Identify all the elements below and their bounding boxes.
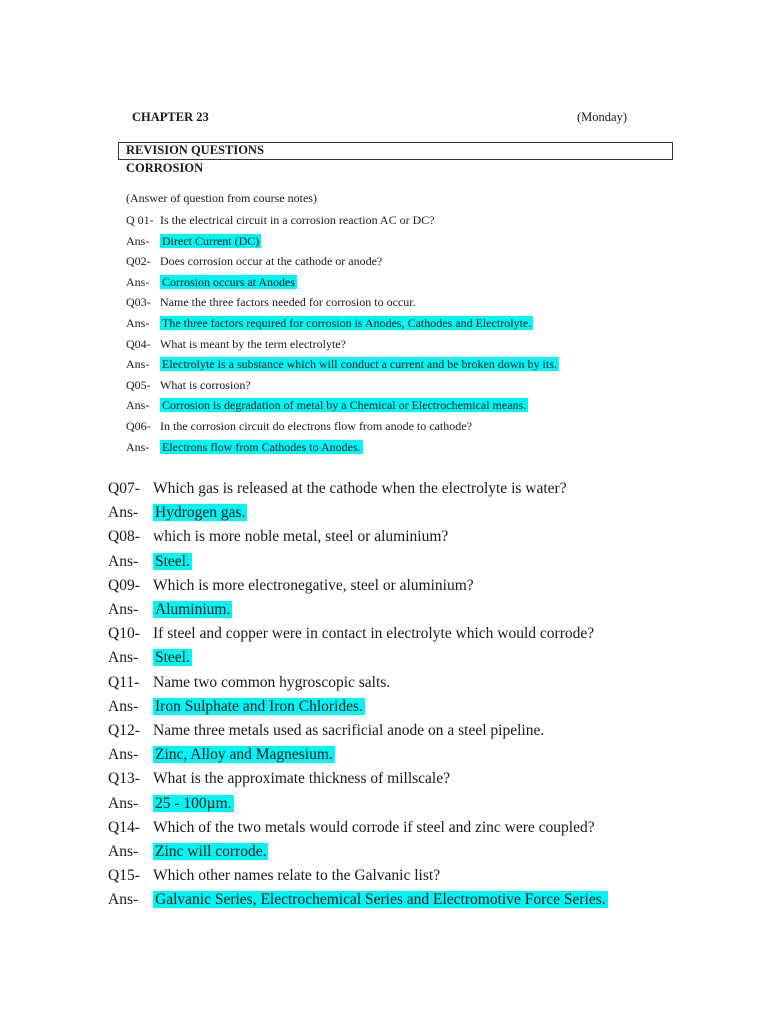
question-row (108, 528, 448, 546)
answer-label: Ans- (108, 794, 139, 812)
question-row (126, 211, 435, 229)
question-row (108, 625, 594, 643)
question-row (126, 335, 346, 353)
question-label: Q 01- (126, 213, 154, 227)
question-label: Q12- (108, 722, 140, 739)
answer-label: Ans- (108, 697, 139, 715)
answer-row (108, 601, 232, 619)
answer-row (108, 504, 247, 522)
answer-text: Direct Current (DC) (162, 233, 260, 248)
answer-text: Electrons flow from Cathodes to Anodes. (162, 439, 361, 454)
question-text: which is more noble metal, steel or aluminium? (153, 528, 449, 546)
answer-text: Steel. (155, 649, 190, 667)
answer-label: Ans- (126, 357, 150, 372)
question-text: Does corrosion occur at the cathode or anode? (160, 254, 383, 269)
question-text: If steel and copper were in contact in electrolyte which would corrode? (153, 625, 595, 643)
question-label: Q03- (126, 295, 151, 310)
answer-text: Aluminium. (155, 601, 231, 618)
question-row (126, 293, 416, 311)
answer-row (126, 314, 533, 332)
question-text: In the corrosion circuit do electrons flow from anode to cathode? (160, 419, 472, 433)
answer-label: Ans- (108, 891, 139, 909)
answer-text: Zinc, Alloy and Magnesium. (155, 746, 333, 764)
question-row (126, 252, 382, 270)
question-row (108, 722, 544, 740)
question-row (108, 577, 474, 595)
question-row (108, 819, 595, 837)
answer-text: Steel. (155, 552, 190, 570)
answer-label: Ans- (126, 316, 150, 330)
answer-row (126, 232, 261, 250)
question-text: Is the electrical circuit in a corrosion reaction AC or DC? (160, 213, 435, 227)
answer-text: The three factors required for corrosion is Anodes, Cathodes and Electrolyte. (162, 316, 532, 330)
question-label: Q10- (108, 625, 140, 643)
answer-label: Ans- (108, 552, 139, 570)
answer-label: Ans- (108, 649, 139, 667)
question-label: Q11- (108, 673, 140, 691)
answer-label: Ans- (108, 746, 139, 764)
question-row (108, 770, 450, 788)
answer-text: Corrosion is degradation of metal by a Chemical or Electrochemical means. (162, 398, 527, 413)
answer-row (108, 649, 192, 667)
question-label: Q02- (126, 254, 151, 269)
question-text: Name the three factors needed for corrosion to occur. (160, 295, 416, 310)
answer-row (108, 746, 335, 764)
answer-row (108, 843, 268, 861)
answer-label: Ans- (108, 843, 139, 860)
answer-row (108, 553, 192, 571)
question-text: Which gas is released at the cathode when the electrolyte is water? (153, 480, 567, 497)
question-label: Q07- (108, 480, 140, 497)
question-label: Q04- (126, 336, 151, 351)
question-text: What is corrosion? (160, 377, 251, 392)
answer-text: Corrosion occurs at Anodes (162, 274, 295, 289)
question-label: Q06- (126, 419, 151, 433)
question-text: Which is more electronegative, steel or aluminium? (153, 576, 474, 594)
question-text: What is meant by the term electrolyte? (160, 336, 346, 351)
question-label: Q15- (108, 867, 140, 885)
question-text: Name two common hygroscopic salts. (153, 673, 391, 691)
question-text: Which other names relate to the Galvanic list? (153, 867, 441, 885)
answer-text: Galvanic Series, Electrochemical Series and Electromotive Force Series. (155, 891, 606, 909)
question-row (126, 376, 251, 394)
answer-label: Ans- (126, 439, 150, 454)
question-label: Q13- (108, 770, 140, 788)
answer-label: Ans- (108, 601, 139, 618)
revision-questions-title: REVISION QUESTIONS (126, 143, 264, 157)
chapter-heading: CHAPTER 23 (132, 110, 209, 124)
day-label: (Monday) (577, 110, 627, 124)
answer-row (126, 396, 528, 414)
answer-label: Ans- (126, 398, 150, 413)
answer-text: Electrolyte is a substance which will conduct a current and be broken down by its. (162, 357, 557, 372)
answer-label: Ans- (126, 233, 150, 248)
answer-row (126, 438, 363, 456)
question-label: Q14- (108, 818, 140, 836)
question-row (108, 674, 390, 692)
corrosion-subtitle: CORROSION (126, 161, 204, 175)
answer-label: Ans- (126, 274, 150, 289)
question-row (108, 867, 440, 885)
question-text: Which of the two metals would corrode if steel and zinc were coupled? (153, 818, 595, 836)
answer-text: Iron Sulphate and Iron Chlorides. (155, 697, 363, 715)
answer-row (126, 273, 297, 291)
question-text: Name three metals used as sacrificial anode on a steel pipeline. (153, 722, 545, 739)
question-label: Q05- (126, 377, 151, 392)
answer-row (108, 891, 608, 909)
answer-text: 25 - 100µm. (155, 794, 232, 812)
question-text: What is the approximate thickness of millscale? (153, 770, 450, 788)
answer-row (126, 355, 559, 373)
answer-text: Hydrogen gas. (155, 504, 246, 522)
answer-row (108, 795, 234, 813)
answer-text: Zinc will corrode. (155, 843, 267, 860)
question-label: Q09- (108, 576, 140, 594)
question-row (108, 480, 567, 498)
question-label: Q08- (108, 528, 140, 546)
course-notes-note: (Answer of question from course notes) (126, 191, 317, 205)
answer-row (108, 698, 365, 716)
answer-label: Ans- (108, 504, 139, 522)
question-row (126, 417, 472, 435)
